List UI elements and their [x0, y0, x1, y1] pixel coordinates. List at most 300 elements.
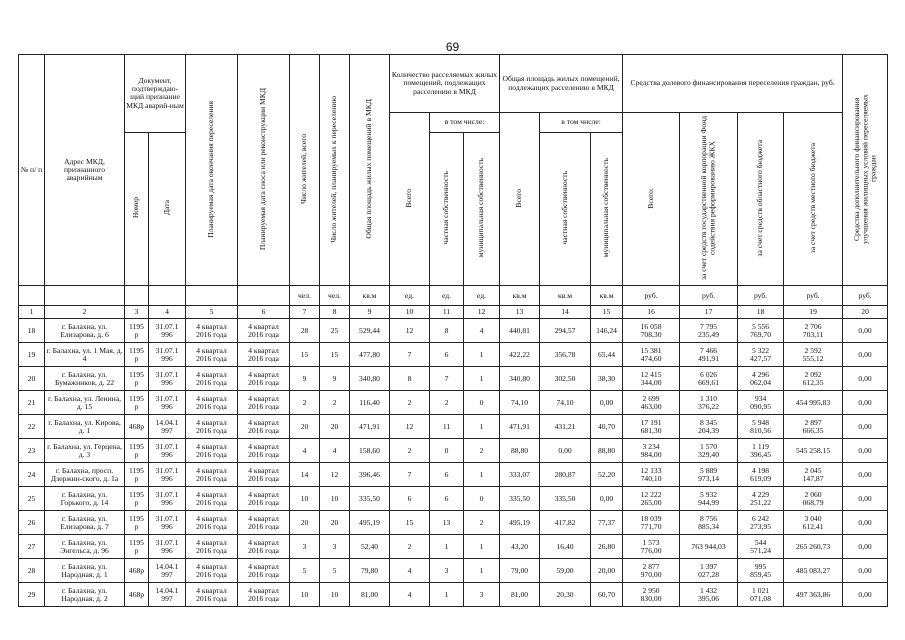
- total-area-cell: 79,80: [350, 559, 390, 583]
- doc-date-cell: 31.07.1 996: [149, 367, 186, 391]
- fund-local-cell: 2 092 612,35: [784, 367, 843, 391]
- doc-date-cell: 31.07.1 996: [149, 439, 186, 463]
- residents-planned-cell: 5: [320, 559, 350, 583]
- planned-completion-cell: 4 квартал 2016 года: [186, 439, 238, 463]
- planned-completion-cell: 4 квартал 2016 года: [186, 319, 238, 343]
- fund-local-cell: 497 363,86: [784, 583, 843, 607]
- rooms-total-cell: 8: [390, 367, 430, 391]
- planned-completion-cell: 4 квартал 2016 года: [186, 535, 238, 559]
- planned-demolition-cell: 4 квартал 2016 года: [238, 535, 290, 559]
- address-cell: г. Балахна, ул. Герцена, д. 3: [45, 439, 125, 463]
- area-total-cell: 495,19: [500, 511, 540, 535]
- area-total-cell: 471,91: [500, 415, 540, 439]
- funds-total-cell: 18 039 771,70: [623, 511, 680, 535]
- unit-cell: чел.: [320, 286, 350, 306]
- header-planned-completion: Планируемая дата окончания переселения: [186, 55, 238, 286]
- address-cell: г. Балахна, ул. Народная, д. 1: [45, 559, 125, 583]
- unit-cell: ед.: [464, 286, 500, 306]
- header-address: Адрес МКД, признанного аварийным: [45, 55, 125, 286]
- planned-completion-cell: 4 квартал 2016 года: [186, 559, 238, 583]
- unit-cell: руб.: [680, 286, 738, 306]
- area-total-cell: 74,10: [500, 391, 540, 415]
- rooms-private-cell: 3: [430, 559, 464, 583]
- area-municipal-cell: 38,30: [591, 367, 623, 391]
- doc-number-cell: 1195 р: [125, 511, 149, 535]
- planned-completion-cell: 4 квартал 2016 года: [186, 511, 238, 535]
- doc-number-cell: 468р: [125, 559, 149, 583]
- header-area-municipal: муниципальная собственность: [591, 132, 623, 286]
- additional-funds-cell: 0,00: [843, 439, 888, 463]
- column-number-row: [19, 306, 888, 319]
- area-private-cell: 16,40: [540, 535, 591, 559]
- address-cell: г. Балахна, просп. Дзержин-ского, д. 1а: [45, 463, 125, 487]
- fund-local-cell: 485 083,27: [784, 559, 843, 583]
- address-cell: г. Балахна, ул. Бумажников, д. 22: [45, 367, 125, 391]
- residents-planned-cell: 3: [320, 535, 350, 559]
- table-row: [19, 487, 888, 511]
- table-row: [19, 391, 888, 415]
- fund-local-cell: 265 260,73: [784, 535, 843, 559]
- unit-cell: кв.м: [500, 286, 540, 306]
- fund-corp-cell: 1 310 376,22: [680, 391, 738, 415]
- fund-region-cell: 5 556 769,70: [738, 319, 784, 343]
- area-total-cell: 440,81: [500, 319, 540, 343]
- area-private-cell: 356,78: [540, 343, 591, 367]
- address-cell: г. Балахна, ул. Кирова, д. 1: [45, 415, 125, 439]
- row-number: 18: [19, 319, 45, 343]
- column-number: 6: [238, 306, 290, 319]
- total-area-cell: 396,46: [350, 463, 390, 487]
- funds-total-cell: 12 222 265,00: [623, 487, 680, 511]
- column-number: 18: [738, 306, 784, 319]
- rooms-private-cell: 8: [430, 319, 464, 343]
- doc-date-cell: 31.07.1 996: [149, 319, 186, 343]
- planned-completion-cell: 4 квартал 2016 года: [186, 583, 238, 607]
- column-number: 16: [623, 306, 680, 319]
- resettlement-table: [18, 54, 888, 607]
- planned-completion-cell: 4 квартал 2016 года: [186, 343, 238, 367]
- fund-corp-cell: 1 397 027,28: [680, 559, 738, 583]
- total-area-cell: 81,00: [350, 583, 390, 607]
- planned-demolition-cell: 4 квартал 2016 года: [238, 415, 290, 439]
- rooms-private-cell: 0: [430, 439, 464, 463]
- header-rooms-incl: в том числе:: [430, 113, 500, 133]
- rooms-municipal-cell: 4: [464, 319, 500, 343]
- area-municipal-cell: 0,00: [591, 487, 623, 511]
- fund-local-cell: 454 995,83: [784, 391, 843, 415]
- doc-date-cell: 14.04.1 997: [149, 415, 186, 439]
- table-row: [19, 583, 888, 607]
- residents-total-cell: 9: [290, 367, 320, 391]
- header-funds: Средства долевого финансирования переселения граждан, руб.: [623, 55, 843, 113]
- planned-demolition-cell: 4 квартал 2016 года: [238, 319, 290, 343]
- fund-region-cell: 5 322 427,57: [738, 343, 784, 367]
- column-number: 3: [125, 306, 149, 319]
- row-number: 28: [19, 559, 45, 583]
- residents-total-cell: 10: [290, 583, 320, 607]
- additional-funds-cell: 0,00: [843, 415, 888, 439]
- rooms-private-cell: 13: [430, 511, 464, 535]
- planned-demolition-cell: 4 квартал 2016 года: [238, 463, 290, 487]
- column-number: 11: [430, 306, 464, 319]
- unit-cell: ед.: [390, 286, 430, 306]
- doc-number-cell: 1195 р: [125, 463, 149, 487]
- fund-corp-cell: 1 570 329,40: [680, 439, 738, 463]
- address-cell: г. Балахна, ул. Народная, д. 2: [45, 583, 125, 607]
- fund-corp-cell: 8 345 204,39: [680, 415, 738, 439]
- fund-region-cell: 1 119 396,45: [738, 439, 784, 463]
- area-municipal-cell: 88,80: [591, 439, 623, 463]
- residents-planned-cell: 9: [320, 367, 350, 391]
- area-private-cell: 280,87: [540, 463, 591, 487]
- fund-region-cell: 4 296 062,04: [738, 367, 784, 391]
- area-municipal-cell: 40,70: [591, 415, 623, 439]
- total-area-cell: 471,91: [350, 415, 390, 439]
- row-number: 19: [19, 343, 45, 367]
- doc-date-cell: 31.07.1 996: [149, 511, 186, 535]
- header-row-1: [19, 55, 888, 113]
- fund-corp-cell: 1 432 395,06: [680, 583, 738, 607]
- funds-total-cell: 2 877 970,00: [623, 559, 680, 583]
- row-number: 20: [19, 367, 45, 391]
- unit-cell: руб.: [623, 286, 680, 306]
- total-area-cell: 340,80: [350, 367, 390, 391]
- header-rooms-count: Количество расселяемых жилых помещений, подлежащих расселению в МКД: [390, 55, 500, 113]
- table-row: [19, 439, 888, 463]
- funds-total-cell: 15 381 474,60: [623, 343, 680, 367]
- area-total-cell: 422,22: [500, 343, 540, 367]
- area-private-cell: 335,50: [540, 487, 591, 511]
- fund-corp-cell: 6 026 669,61: [680, 367, 738, 391]
- table-row: [19, 343, 888, 367]
- fund-local-cell: 2 045 147,87: [784, 463, 843, 487]
- table-body: [19, 319, 888, 607]
- total-area-cell: 158,60: [350, 439, 390, 463]
- header-fund-local: за счет средств местного бюджета: [784, 113, 843, 286]
- residents-total-cell: 20: [290, 511, 320, 535]
- fund-region-cell: 544 571,24: [738, 535, 784, 559]
- rooms-private-cell: 1: [430, 535, 464, 559]
- unit-cell: руб.: [738, 286, 784, 306]
- rooms-municipal-cell: 1: [464, 343, 500, 367]
- area-private-cell: 20,30: [540, 583, 591, 607]
- residents-planned-cell: 12: [320, 463, 350, 487]
- row-number: 29: [19, 583, 45, 607]
- doc-number-cell: 1195 р: [125, 439, 149, 463]
- header-doc-date: Дата: [149, 132, 186, 286]
- doc-date-cell: 31.07.1 996: [149, 391, 186, 415]
- unit-cell: кв.м: [591, 286, 623, 306]
- table-row: [19, 367, 888, 391]
- rooms-private-cell: 6: [430, 343, 464, 367]
- rooms-municipal-cell: 0: [464, 391, 500, 415]
- column-number: 1: [19, 306, 45, 319]
- residents-planned-cell: 10: [320, 487, 350, 511]
- header-fund-corp: за счет средств государственной корпорации Фонд содействия реформированию ЖКХ: [680, 113, 738, 286]
- area-total-cell: 81,00: [500, 583, 540, 607]
- doc-date-cell: 31.07.1 996: [149, 343, 186, 367]
- table-row: [19, 559, 888, 583]
- residents-planned-cell: 2: [320, 391, 350, 415]
- rooms-private-cell: 7: [430, 367, 464, 391]
- column-number: 14: [540, 306, 591, 319]
- header-num: № п/ п: [19, 55, 45, 286]
- column-number: 4: [149, 306, 186, 319]
- funds-total-cell: 16 058 708,30: [623, 319, 680, 343]
- funds-total-cell: 2 699 463,00: [623, 391, 680, 415]
- table-row: [19, 319, 888, 343]
- funds-total-cell: 2 950 830,00: [623, 583, 680, 607]
- fund-corp-cell: 5 932 944,99: [680, 487, 738, 511]
- doc-date-cell: 31.07.1 996: [149, 487, 186, 511]
- header-document: Документ, подтверждаю-щий признание МКД аварий-ным: [125, 55, 186, 133]
- rooms-total-cell: 7: [390, 343, 430, 367]
- residents-planned-cell: 10: [320, 583, 350, 607]
- row-number: 23: [19, 439, 45, 463]
- area-private-cell: 431,21: [540, 415, 591, 439]
- column-number: 2: [45, 306, 125, 319]
- table-row: [19, 463, 888, 487]
- unit-cell: ед.: [430, 286, 464, 306]
- residents-total-cell: 10: [290, 487, 320, 511]
- header-area-rooms: Общая площадь жилых помещений, подлежащих расселению в МКД: [500, 55, 623, 113]
- funds-total-cell: 12 415 344,00: [623, 367, 680, 391]
- rooms-private-cell: 11: [430, 415, 464, 439]
- area-private-cell: 59,00: [540, 559, 591, 583]
- rooms-municipal-cell: 1: [464, 535, 500, 559]
- rooms-total-cell: 6: [390, 487, 430, 511]
- doc-number-cell: 1195 р: [125, 343, 149, 367]
- header-area-private: частная собственность: [540, 132, 591, 286]
- header-rooms-private: частная собственность: [430, 132, 464, 286]
- area-total-cell: 88,80: [500, 439, 540, 463]
- rooms-municipal-cell: 1: [464, 367, 500, 391]
- area-private-cell: 0,00: [540, 439, 591, 463]
- row-number: 21: [19, 391, 45, 415]
- rooms-total-cell: 2: [390, 391, 430, 415]
- residents-total-cell: 4: [290, 439, 320, 463]
- row-number: 25: [19, 487, 45, 511]
- fund-region-cell: 6 242 273,95: [738, 511, 784, 535]
- rooms-total-cell: 2: [390, 439, 430, 463]
- column-number: 17: [680, 306, 738, 319]
- area-total-cell: 43,20: [500, 535, 540, 559]
- area-municipal-cell: 146,24: [591, 319, 623, 343]
- fund-corp-cell: 8 756 885,34: [680, 511, 738, 535]
- area-total-cell: 335,50: [500, 487, 540, 511]
- header-additional-funds: Средства дополнительного финансирования улучшения жилищных условий переселяемых граждан: [843, 55, 888, 286]
- fund-corp-cell: 7 466 491,91: [680, 343, 738, 367]
- doc-date-cell: 31.07.1 996: [149, 535, 186, 559]
- funds-total-cell: 3 234 984,00: [623, 439, 680, 463]
- column-number: 5: [186, 306, 238, 319]
- rooms-total-cell: 4: [390, 559, 430, 583]
- rooms-total-cell: 2: [390, 535, 430, 559]
- table-row: [19, 415, 888, 439]
- rooms-total-cell: 12: [390, 319, 430, 343]
- rooms-total-cell: 4: [390, 583, 430, 607]
- fund-corp-cell: 7 795 235,49: [680, 319, 738, 343]
- column-number: 8: [320, 306, 350, 319]
- planned-demolition-cell: 4 квартал 2016 года: [238, 343, 290, 367]
- planned-demolition-cell: 4 квартал 2016 года: [238, 391, 290, 415]
- area-private-cell: 294,57: [540, 319, 591, 343]
- header-rooms-municipal: муниципальная собственность: [464, 132, 500, 286]
- header-doc-number: Номер: [125, 132, 149, 286]
- header-area-incl: в том числе:: [540, 113, 623, 133]
- total-area-cell: 495,19: [350, 511, 390, 535]
- unit-cell: руб.: [843, 286, 888, 306]
- planned-completion-cell: 4 квартал 2016 года: [186, 463, 238, 487]
- column-number: 19: [784, 306, 843, 319]
- header-total-area: Общая площадь жилых помещений в МКД: [350, 55, 390, 286]
- address-cell: г. Балахна, ул. Ленина, д. 15: [45, 391, 125, 415]
- fund-local-cell: 2 706 703,11: [784, 319, 843, 343]
- column-number: 10: [390, 306, 430, 319]
- fund-region-cell: 4 198 619,09: [738, 463, 784, 487]
- unit-cell: чел.: [290, 286, 320, 306]
- fund-corp-cell: 5 889 973,14: [680, 463, 738, 487]
- column-number: 9: [350, 306, 390, 319]
- rooms-total-cell: 12: [390, 415, 430, 439]
- residents-total-cell: 15: [290, 343, 320, 367]
- fund-region-cell: 5 948 810,56: [738, 415, 784, 439]
- planned-demolition-cell: 4 квартал 2016 года: [238, 439, 290, 463]
- residents-total-cell: 5: [290, 559, 320, 583]
- area-total-cell: 340,80: [500, 367, 540, 391]
- unit-cell: кв.м: [350, 286, 390, 306]
- planned-completion-cell: 4 квартал 2016 года: [186, 391, 238, 415]
- planned-demolition-cell: 4 квартал 2016 года: [238, 367, 290, 391]
- row-number: 24: [19, 463, 45, 487]
- table-row: [19, 511, 888, 535]
- doc-number-cell: 1195 р: [125, 487, 149, 511]
- total-area-cell: 116,40: [350, 391, 390, 415]
- unit-cell: кв.м: [540, 286, 591, 306]
- column-number: 20: [843, 306, 888, 319]
- address-cell: г. Балахна, ул. Горького, д. 14: [45, 487, 125, 511]
- area-private-cell: 302,50: [540, 367, 591, 391]
- area-municipal-cell: 60,70: [591, 583, 623, 607]
- row-number: 27: [19, 535, 45, 559]
- residents-total-cell: 20: [290, 415, 320, 439]
- fund-region-cell: 995 859,45: [738, 559, 784, 583]
- doc-number-cell: 1195 р: [125, 391, 149, 415]
- doc-number-cell: 468р: [125, 583, 149, 607]
- address-cell: г. Балахна, ул. 1 Мая, д. 4: [45, 343, 125, 367]
- rooms-total-cell: 7: [390, 463, 430, 487]
- additional-funds-cell: 0,00: [843, 367, 888, 391]
- rooms-private-cell: 1: [430, 583, 464, 607]
- planned-demolition-cell: 4 квартал 2016 года: [238, 559, 290, 583]
- funds-total-cell: 1 573 776,00: [623, 535, 680, 559]
- planned-completion-cell: 4 квартал 2016 года: [186, 367, 238, 391]
- area-municipal-cell: 77,37: [591, 511, 623, 535]
- total-area-cell: 477,80: [350, 343, 390, 367]
- header-rooms-total: Всего: [390, 113, 430, 286]
- rooms-municipal-cell: 1: [464, 463, 500, 487]
- column-number: 12: [464, 306, 500, 319]
- funds-total-cell: 12 133 740,10: [623, 463, 680, 487]
- additional-funds-cell: 0,00: [843, 487, 888, 511]
- area-municipal-cell: 26,80: [591, 535, 623, 559]
- column-number: 13: [500, 306, 540, 319]
- area-municipal-cell: 0,00: [591, 391, 623, 415]
- page-number: 69: [445, 40, 460, 54]
- rooms-total-cell: 15: [390, 511, 430, 535]
- residents-planned-cell: 4: [320, 439, 350, 463]
- doc-number-cell: 1195 р: [125, 319, 149, 343]
- total-area-cell: 52,40: [350, 535, 390, 559]
- address-cell: г. Балахна, ул. Энгельса, д. 96: [45, 535, 125, 559]
- header-residents-total: Число жителей, всего: [290, 55, 320, 286]
- doc-date-cell: 14.04.1 997: [149, 583, 186, 607]
- row-number: 26: [19, 511, 45, 535]
- rooms-municipal-cell: 2: [464, 439, 500, 463]
- additional-funds-cell: 0,00: [843, 559, 888, 583]
- units-row: [19, 286, 888, 306]
- total-area-cell: 529,44: [350, 319, 390, 343]
- header-funds-total: Всего:: [623, 113, 680, 286]
- header-fund-region: за счет средств областного бюджета: [738, 113, 784, 286]
- fund-region-cell: 934 090,95: [738, 391, 784, 415]
- residents-planned-cell: 20: [320, 415, 350, 439]
- planned-completion-cell: 4 квартал 2016 года: [186, 415, 238, 439]
- fund-corp-cell: 763 944,03: [680, 535, 738, 559]
- doc-number-cell: 468р: [125, 415, 149, 439]
- rooms-municipal-cell: 3: [464, 583, 500, 607]
- fund-local-cell: 545 258,15: [784, 439, 843, 463]
- area-total-cell: 79,00: [500, 559, 540, 583]
- residents-planned-cell: 15: [320, 343, 350, 367]
- total-area-cell: 335,50: [350, 487, 390, 511]
- doc-number-cell: 1195 р: [125, 367, 149, 391]
- doc-number-cell: 1195 р: [125, 535, 149, 559]
- doc-date-cell: 31.07.1 996: [149, 463, 186, 487]
- fund-local-cell: 2 897 666,35: [784, 415, 843, 439]
- rooms-municipal-cell: 0: [464, 487, 500, 511]
- area-municipal-cell: 65,44: [591, 343, 623, 367]
- residents-planned-cell: 25: [320, 319, 350, 343]
- residents-total-cell: 3: [290, 535, 320, 559]
- unit-cell: руб.: [784, 286, 843, 306]
- rooms-private-cell: 6: [430, 487, 464, 511]
- planned-demolition-cell: 4 квартал 2016 года: [238, 511, 290, 535]
- area-private-cell: 74,10: [540, 391, 591, 415]
- residents-total-cell: 2: [290, 391, 320, 415]
- residents-total-cell: 28: [290, 319, 320, 343]
- area-total-cell: 333,07: [500, 463, 540, 487]
- column-number: 7: [290, 306, 320, 319]
- rooms-private-cell: 6: [430, 463, 464, 487]
- fund-local-cell: 2 060 068,79: [784, 487, 843, 511]
- fund-local-cell: 2 592 555,12: [784, 343, 843, 367]
- fund-region-cell: 1 021 071,08: [738, 583, 784, 607]
- planned-demolition-cell: 4 квартал 2016 года: [238, 583, 290, 607]
- fund-region-cell: 4 229 251,22: [738, 487, 784, 511]
- rooms-private-cell: 2: [430, 391, 464, 415]
- rooms-municipal-cell: 1: [464, 559, 500, 583]
- header-planned-demolition: Планируемая дата сноса или реконструкции МКД: [238, 55, 290, 286]
- header-area-total: Всего: [500, 113, 540, 286]
- table-row: [19, 535, 888, 559]
- rooms-municipal-cell: 1: [464, 415, 500, 439]
- funds-total-cell: 17 191 681,30: [623, 415, 680, 439]
- additional-funds-cell: 0,00: [843, 319, 888, 343]
- header-residents-planned: Число жителей, планируемых к переселению: [320, 55, 350, 286]
- address-cell: г. Балахна, ул. Елизарова, д. 7: [45, 511, 125, 535]
- additional-funds-cell: 0,00: [843, 343, 888, 367]
